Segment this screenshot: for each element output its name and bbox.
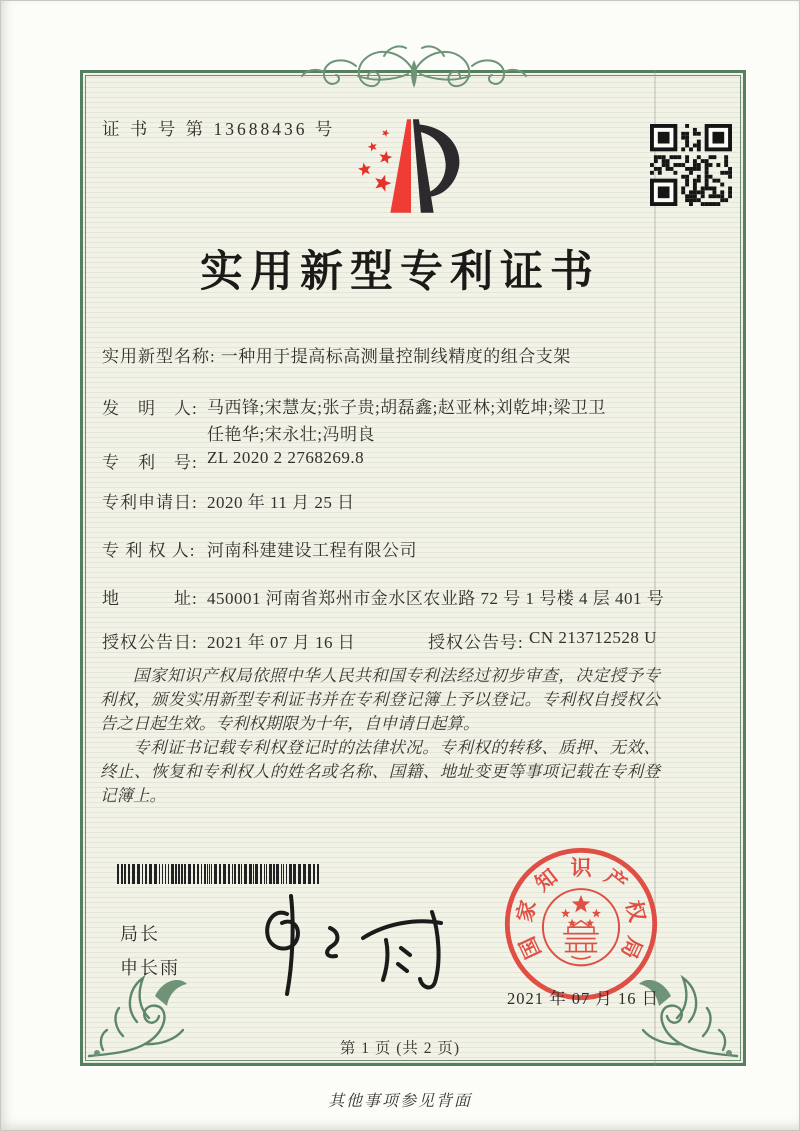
qr-module — [260, 864, 262, 884]
qr-module — [211, 864, 212, 884]
qr-module — [724, 163, 728, 167]
qr-module — [705, 167, 709, 171]
qr-module — [137, 864, 140, 884]
qr-module — [303, 864, 306, 884]
qr-module — [712, 202, 716, 206]
inventors-label: 发 明 人: — [102, 399, 198, 418]
qr-module — [712, 186, 716, 190]
name-label: 实用新型名称: — [102, 347, 216, 366]
logo-star-icon — [358, 163, 371, 176]
flourish-center-leaf — [411, 60, 417, 88]
qr-module — [697, 132, 701, 136]
qr-module — [145, 864, 147, 884]
qr-module — [709, 163, 713, 167]
qr-module — [693, 179, 697, 183]
qr-module — [724, 198, 728, 202]
qr-module — [724, 171, 728, 175]
qr-module — [705, 159, 709, 163]
qr-module — [689, 147, 693, 151]
grant-date-value: 2021 年 07 月 16 日 — [207, 633, 356, 652]
patent-no-label: 专 利 号: — [102, 453, 198, 472]
patentee-label: 专 利 权 人: — [102, 541, 196, 560]
field-row-name — [102, 342, 571, 367]
seal-ring-char: 知 — [530, 864, 563, 897]
qr-module — [693, 186, 697, 190]
barcode — [117, 864, 322, 884]
qr-module — [705, 179, 709, 183]
qr-module — [709, 155, 713, 159]
qr-module — [716, 202, 720, 206]
qr-module — [728, 175, 732, 179]
qr-module — [693, 144, 697, 148]
qr-module — [132, 864, 135, 884]
qr-module — [701, 190, 705, 194]
qr-module — [219, 864, 221, 884]
qr-module — [681, 186, 685, 190]
qr-module — [670, 155, 674, 159]
qr-module — [658, 167, 662, 171]
qr-module — [241, 864, 242, 884]
qr-module — [685, 179, 689, 183]
qr-module — [705, 186, 709, 190]
body-paragraph-1: 国家知识产权局依照中华人民共和国专利法经过初步审查，决定授予专利权，颁发实用新型专利证书并在专利登记簿上予以登记。专利权自授权公告之日起生效。专利权期限为十年，自申请日起算。 — [100, 666, 660, 733]
qr-module — [650, 163, 654, 167]
qr-module — [701, 186, 705, 190]
qr-module — [255, 864, 258, 884]
qr-module — [697, 175, 701, 179]
qr-module — [677, 155, 681, 159]
qr-module — [685, 155, 689, 159]
qr-module — [313, 864, 315, 884]
qr-module — [697, 163, 701, 167]
qr-module — [171, 864, 174, 884]
qr-module — [128, 864, 130, 884]
qr-module — [188, 864, 191, 884]
qr-module — [650, 171, 654, 175]
qr-module — [701, 202, 705, 206]
qr-module — [709, 202, 713, 206]
qr-module — [693, 167, 697, 171]
signatory-title: 局长 — [120, 924, 160, 944]
qr-module — [209, 864, 210, 884]
qr-module — [289, 864, 292, 884]
qr-module — [308, 864, 311, 884]
qr-module — [685, 144, 689, 148]
seal-ring-char: 产 — [599, 864, 632, 897]
qr-module — [165, 864, 166, 884]
qr-module — [697, 198, 701, 202]
qr-module — [168, 864, 169, 884]
seal-ring-char: 识 — [570, 856, 592, 881]
qr-module — [697, 179, 701, 183]
qr-module — [712, 190, 716, 194]
body-paragraph-2: 专利证书记载专利权登记时的法律状况。专利权的转移、质押、无效、终止、恢复和专利权人的姓名或名称、国籍、地址变更等事项记载在专利登记簿上。 — [100, 738, 660, 805]
qr-module — [286, 864, 287, 884]
qr-module — [232, 864, 233, 884]
qr-module — [681, 190, 685, 194]
handwritten-signature — [235, 892, 470, 1000]
filing-date-label: 专利申请日: — [102, 493, 198, 512]
filing-date-value: 2020 年 11 月 25 日 — [207, 493, 355, 512]
logo-star-icon — [382, 129, 389, 136]
qr-module — [681, 147, 685, 151]
seal-small-star-icon — [592, 909, 601, 918]
qr-module — [685, 194, 689, 198]
patentee-value: 河南科建建设工程有限公司 — [207, 541, 417, 560]
qr-module — [697, 155, 701, 159]
qr-module — [249, 864, 252, 884]
qr-module — [697, 167, 701, 171]
qr-module — [658, 155, 662, 159]
field-row-address — [102, 584, 664, 609]
qr-module — [685, 124, 689, 128]
top-flourish-ornament — [289, 34, 539, 98]
qr-module — [705, 163, 709, 167]
qr-module — [712, 132, 724, 144]
field-row-patent-no — [102, 448, 364, 473]
qr-module — [269, 864, 272, 884]
certificate-title: 实用新型专利证书 — [200, 249, 600, 296]
cnipa-logo-icon — [352, 114, 470, 218]
qr-module — [214, 864, 217, 884]
qr-module — [149, 864, 152, 884]
qr-module — [273, 864, 275, 884]
certificate-number: 证 书 号 第 13688436 号 — [102, 119, 336, 139]
qr-module — [654, 167, 658, 171]
qr-module — [197, 864, 199, 884]
qr-module — [685, 159, 689, 163]
seal-big-star-icon — [572, 895, 590, 913]
qr-module — [670, 167, 674, 171]
qr-module — [317, 864, 319, 884]
qr-module — [266, 864, 267, 884]
qr-module — [716, 163, 720, 167]
qr-module — [697, 144, 701, 148]
qr-module — [244, 864, 247, 884]
qr-module — [681, 175, 685, 179]
grant-no-label: 授权公告号: — [428, 633, 524, 652]
qr-module — [709, 175, 713, 179]
qr-module — [685, 140, 689, 144]
qr-module — [716, 194, 720, 198]
qr-module — [685, 136, 689, 140]
qr-module — [666, 163, 670, 167]
cnipa-round-seal — [500, 843, 662, 1005]
inventors-line1: 马西锋;宋慧友;张子贵;胡磊鑫;赵亚林;刘乾坤;梁卫卫 — [207, 398, 606, 417]
qr-module — [154, 864, 157, 884]
qr-module — [705, 183, 709, 187]
qr-module — [689, 194, 693, 198]
qr-module — [689, 198, 693, 202]
patent-no-value: ZL 2020 2 2768269.8 — [207, 448, 365, 467]
seal-ring-char: 局 — [616, 933, 647, 963]
qr-module — [720, 198, 724, 202]
qr-module — [697, 147, 701, 151]
qr-module — [283, 864, 284, 884]
qr-module — [720, 171, 724, 175]
qr-module — [181, 864, 183, 884]
qr-module — [705, 175, 709, 179]
grant-date-label: 授权公告日: — [102, 633, 198, 652]
address-value: 450001 河南省郑州市金水区农业路 72 号 1 号楼 4 层 401 号 — [207, 589, 665, 608]
qr-module — [681, 163, 685, 167]
qr-module — [658, 186, 670, 198]
qr-module — [666, 159, 670, 163]
grant-no-value: CN 213712528 U — [529, 628, 657, 647]
qr-module — [712, 155, 716, 159]
qr-module — [662, 155, 666, 159]
qr-module — [720, 190, 724, 194]
signatory-name: 申长雨 — [120, 958, 180, 978]
qr-module — [689, 190, 693, 194]
qr-module — [662, 163, 666, 167]
qr-module — [658, 171, 662, 175]
qr-module — [117, 864, 119, 884]
qr-module — [728, 186, 732, 190]
qr-module — [728, 194, 732, 198]
qr-module — [724, 159, 728, 163]
qr-module — [701, 194, 705, 198]
qr-module — [693, 194, 697, 198]
qr-module — [693, 183, 697, 187]
qr-module — [223, 864, 226, 884]
qr-code — [650, 124, 732, 206]
qr-module — [693, 163, 697, 167]
qr-module — [693, 190, 697, 194]
qr-module — [720, 183, 724, 187]
qr-module — [658, 132, 670, 144]
seal-date: 2021 年 07 月 16 日 — [506, 989, 660, 1008]
qr-module — [178, 864, 180, 884]
qr-module — [201, 864, 202, 884]
field-row-inventors — [102, 394, 606, 448]
seal-ring-char: 家 — [512, 898, 541, 925]
legal-body-text — [100, 664, 660, 808]
qr-module — [204, 864, 206, 884]
qr-module — [701, 159, 705, 163]
qr-module — [716, 179, 720, 183]
qr-module — [728, 171, 732, 175]
qr-module — [685, 167, 689, 171]
seal-ring-char: 国 — [515, 933, 546, 963]
qr-module — [705, 202, 709, 206]
qr-module — [697, 190, 701, 194]
qr-module — [709, 194, 713, 198]
qr-module — [234, 864, 236, 884]
qr-module — [673, 171, 677, 175]
qr-module — [728, 190, 732, 194]
seal-small-star-icon — [561, 909, 570, 918]
qr-module — [142, 864, 143, 884]
qr-module — [720, 194, 724, 198]
qr-module — [689, 167, 693, 171]
grant-no-pair — [428, 628, 657, 653]
qr-module — [162, 864, 163, 884]
qr-module — [681, 136, 685, 140]
qr-module — [681, 132, 685, 136]
qr-module — [673, 155, 677, 159]
qr-module — [276, 864, 279, 884]
qr-module — [709, 186, 713, 190]
qr-module — [728, 167, 732, 171]
qr-module — [124, 864, 126, 884]
qr-module — [666, 167, 670, 171]
logo-star-icon — [375, 175, 391, 192]
field-row-filing-date — [102, 488, 355, 513]
qr-module — [673, 163, 677, 167]
qr-module — [238, 864, 240, 884]
logo-star-icon — [368, 142, 377, 151]
qr-module — [207, 864, 208, 884]
qr-module — [685, 132, 689, 136]
qr-module — [689, 171, 693, 175]
field-row-patentee — [102, 536, 417, 561]
qr-module — [712, 179, 716, 183]
qr-module — [193, 864, 195, 884]
qr-module — [693, 128, 697, 132]
qr-module — [662, 159, 666, 163]
field-row-grant — [102, 628, 662, 653]
qr-module — [121, 864, 123, 884]
logo-red-wedge — [390, 119, 411, 212]
qr-module — [685, 183, 689, 187]
inventors-line2: 任艳华;宋永壮;冯明良 — [207, 425, 375, 444]
qr-module — [175, 864, 177, 884]
page-number-info: 第 1 页 (共 2 页) — [339, 1040, 461, 1057]
qr-module — [281, 864, 282, 884]
qr-module — [298, 864, 301, 884]
qr-module — [293, 864, 296, 884]
qr-module — [724, 155, 728, 159]
name-value: 一种用于提高标高测量控制线精度的组合支架 — [220, 347, 571, 366]
logo-star-icon — [379, 151, 392, 164]
seal-ring-char: 权 — [621, 898, 650, 925]
qr-module — [685, 198, 689, 202]
qr-module — [253, 864, 254, 884]
qr-module — [705, 171, 709, 175]
qr-module — [159, 864, 160, 884]
qr-module — [184, 864, 186, 884]
qr-module — [685, 175, 689, 179]
qr-module — [689, 202, 693, 206]
qr-module — [693, 159, 697, 163]
qr-module — [654, 155, 658, 159]
qr-module — [712, 194, 716, 198]
qr-module — [654, 159, 658, 163]
qr-module — [693, 198, 697, 202]
qr-module — [228, 864, 230, 884]
qr-module — [677, 163, 681, 167]
back-side-note: 其他事项参见背面 — [327, 1093, 472, 1110]
qr-module — [264, 864, 265, 884]
qr-module — [697, 140, 701, 144]
qr-module — [693, 132, 697, 136]
address-label: 地 址: — [102, 589, 198, 608]
